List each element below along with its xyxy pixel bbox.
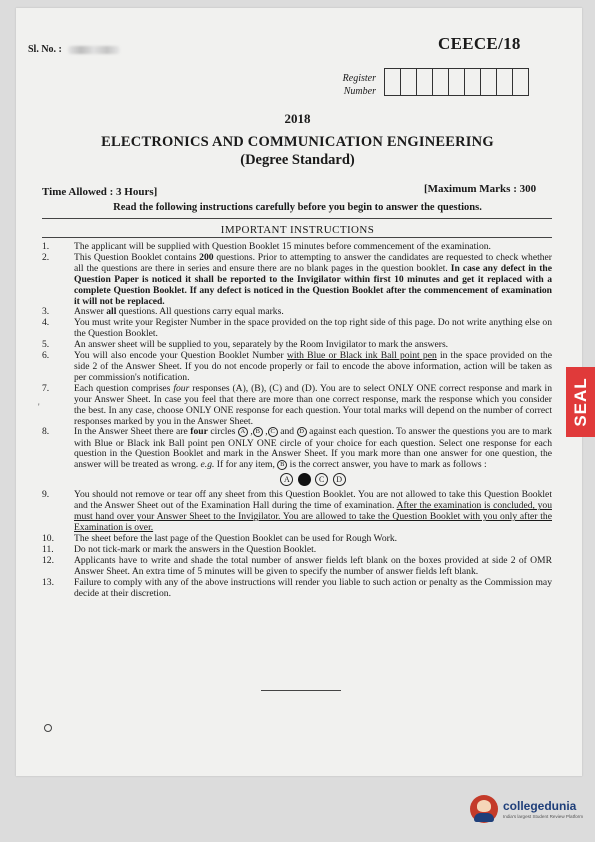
punch-hole-icon: [44, 724, 52, 732]
register-number-box[interactable]: [481, 69, 497, 95]
serial-number: [28, 44, 120, 55]
mascot-logo-icon: [470, 795, 498, 823]
instruction-item: 6. You will also encode your Question Booklet Number with Blue or Black ink Ball point pen in the space provided on the side 2 of the Answer Sheet. If you do not encode properly or fail to encode the above information, action will be taken as per commission's notification.: [42, 350, 552, 383]
seal-label: SEAL: [566, 367, 595, 437]
read-instructions-note: Read the following instructions carefully before you begin to answer the questions.: [113, 202, 482, 213]
brand-name: collegedunia: [503, 799, 577, 813]
circle-c-icon: C: [315, 473, 328, 486]
instructions-heading: IMPORTANT INSTRUCTIONS: [220, 224, 375, 236]
end-divider: [261, 690, 341, 691]
serial-number-label: Sl. No. :: [28, 44, 62, 55]
register-number-label: Register Number: [342, 73, 376, 97]
collegedunia-watermark: [470, 795, 583, 823]
exam-code: CEECE/18: [438, 34, 521, 53]
divider: [42, 218, 552, 219]
exam-subtitle: (Degree Standard): [240, 152, 355, 168]
register-number-boxes[interactable]: [384, 68, 529, 96]
instruction-item: 9. You should not remove or tear off any sheet from this Question Booklet. You are not allowed to take this Question Booklet and the Answer Sheet out of the Examination Hall during the time of examination. After the examination is concluded, you must hand over your Answer Sheet to the Invigilator. You are allowed to take the Question Booklet with you only after the Examination is over.: [42, 489, 552, 534]
circle-b-icon: B: [253, 427, 263, 437]
margin-mark: ': [38, 402, 40, 412]
serial-number-redacted: [68, 46, 120, 54]
instruction-item: 4. You must write your Register Number in the space provided on the top right side of this page. Do not write anything else on the Question Booklet.: [42, 317, 552, 340]
exam-year: 2018: [284, 111, 311, 126]
instruction-item: 3. Answer all questions. All questions carry equal marks.: [42, 306, 284, 318]
instruction-item: 8. In the Answer Sheet there are four circles A , B , C and D against each question. To answer the questions you are to mark with Blue or Black ink Ball point pen ONLY ONE circle of your choice for each question. Select one response for each question in the Question Booklet and mark in the Answer Sheet. If you mark more than one answer for one question, the answer will be treated as wrong. e.g. If for any item, B is the correct answer, you have to mark as follows : A C D: [42, 427, 552, 490]
instruction-item: 5. An answer sheet will be supplied to you, separately by the Room Invigilator to mark the answers.: [42, 339, 449, 351]
exam-title: ELECTRONICS AND COMMUNICATION ENGINEERING: [101, 134, 494, 150]
filled-circle-icon: [298, 473, 311, 486]
maximum-marks: [Maximum Marks : 300: [424, 183, 537, 195]
time-allowed: Time Allowed : 3 Hours]: [42, 186, 158, 198]
brand-tagline: India's largest Student Review Platform: [503, 814, 584, 819]
instruction-item: 12. Applicants have to write and shade the total number of answer fields left blank on the boxes provided at side 2 of OMR Answer Sheet. An extra time of 5 minutes will be given to specify the number of answer fields left blank.: [42, 554, 552, 577]
register-number-box[interactable]: [385, 69, 401, 95]
instructions-list: [42, 242, 552, 600]
instruction-item: 13. Failure to comply with any of the above instructions will render you liable to such action or penalty as the Commission may decide at their discretion.: [42, 576, 552, 599]
instruction-item: 7. Each question comprises four responses (A), (B), (C) and (D). You are to select ONLY ONE correct response and mark in your Answer Sheet. In case you feel that there are more than one correct response, mark the response which you consider the best. In any case, choose ONLY ONE response for each question. Your total marks will depend on the number of correct responses marked by you in the Answer Sheet.: [42, 382, 552, 427]
circle-c-icon: C: [268, 427, 278, 437]
answer-marking-example: [74, 471, 552, 490]
register-number-box[interactable]: [513, 69, 528, 95]
register-number-box[interactable]: [433, 69, 449, 95]
divider: [42, 237, 552, 238]
circle-a-icon: A: [280, 473, 293, 486]
instruction-item: 11. Do not tick-mark or mark the answers in the Question Booklet.: [42, 543, 317, 555]
instruction-item: 2. This Question Booklet contains 200 questions. Prior to attempting to answer the candidates are requested to check whether all the questions are there in series and ensure there are no blank pages in the question booklet. In case any defect in the Question Paper is noticed it shall be reported to the Invigilator within first 10 minutes and get it replaced with a complete Question Booklet. If any defect is noticed in the Question Booklet after the commencement of examination it will not be replaced.: [42, 251, 552, 307]
circle-a-icon: A: [238, 427, 248, 437]
circle-d-icon: D: [333, 473, 346, 486]
register-number-box[interactable]: [497, 69, 513, 95]
instruction-item: 1. The applicant will be supplied with Question Booklet 15 minutes before commencement of the examination.: [42, 241, 491, 252]
instruction-item: 10. The sheet before the last page of the Question Booklet can be used for Rough Work.: [42, 533, 398, 545]
register-number-box[interactable]: [401, 69, 417, 95]
register-number-box[interactable]: [465, 69, 481, 95]
register-number-box[interactable]: [449, 69, 465, 95]
circle-b-icon: B: [277, 460, 287, 470]
register-number-box[interactable]: [417, 69, 433, 95]
circle-d-icon: D: [297, 427, 307, 437]
